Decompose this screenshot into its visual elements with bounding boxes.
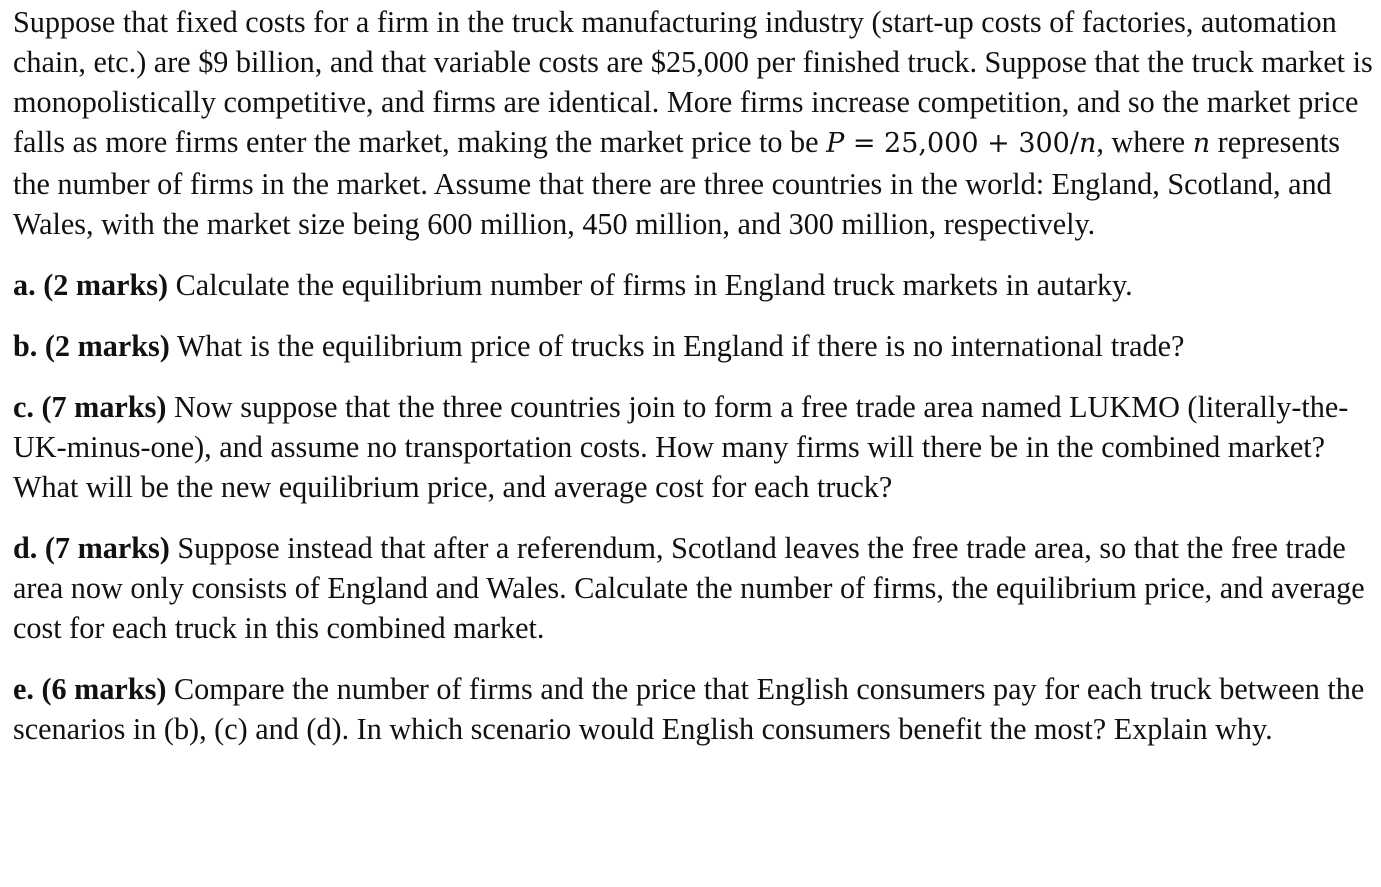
intro-text-mid: , where xyxy=(1096,125,1193,159)
question-b xyxy=(13,326,1375,366)
question-text: What is the equilibrium price of trucks in England if there is no international trade? xyxy=(169,329,1185,363)
question-text: Compare the number of firms and the price that English consumers pay for each truck between the scenarios in (b), (c) and (d). In which scenario would English consumers benefit the most? Explain why. xyxy=(13,672,1365,746)
question-e xyxy=(13,669,1375,749)
intro-text-end: represents the number of firms in the market. Assume that there are three countries in the world: England, Scotland, and Wales, with the market size being 600 million, 450 million, and 300 million, respectively. xyxy=(13,125,1341,241)
formula-variable-n: n xyxy=(1078,128,1097,159)
variable-n: n xyxy=(1192,128,1211,159)
question-text: Calculate the equilibrium number of firms in England truck markets in autarky. xyxy=(168,268,1133,302)
question-c xyxy=(13,387,1375,507)
question-label: d. (7 marks) xyxy=(13,531,170,565)
question-a xyxy=(13,265,1375,305)
intro-text: Suppose that fixed costs for a firm in the truck manufacturing industry (start-up costs of factories, automation chain, etc.) are $9 billion, and that variable costs are $25,000 per finished truck. Suppose that the truck market is monopolistically competitive, and firms are identical. More firms increase competition, and so the market price falls as more firms enter the market, making the market price to be xyxy=(13,5,1373,159)
formula-body: = 25,000 + 300/ xyxy=(844,128,1079,159)
formula-variable-p: P xyxy=(826,128,845,159)
question-text: Now suppose that the three countries join to form a free trade area named LUKMO (literally-the-UK-minus-one), and assume no transportation costs. How many firms will there be in the combined market? What will be the new equilibrium price, and average cost for each truck? xyxy=(13,390,1349,504)
question-label: c. (7 marks) xyxy=(13,390,167,424)
question-label: b. (2 marks) xyxy=(13,329,170,363)
question-label: e. (6 marks) xyxy=(13,672,167,706)
question-text: Suppose instead that after a referendum, Scotland leaves the free trade area, so that the free trade area now only consists of England and Wales. Calculate the number of firms, the equilibrium price, and average cost for each truck in this combined market. xyxy=(13,531,1365,645)
intro-paragraph xyxy=(13,2,1375,244)
question-label: a. (2 marks) xyxy=(13,268,169,302)
document-body xyxy=(13,2,1375,749)
question-d xyxy=(13,528,1375,648)
price-formula xyxy=(826,128,1096,159)
